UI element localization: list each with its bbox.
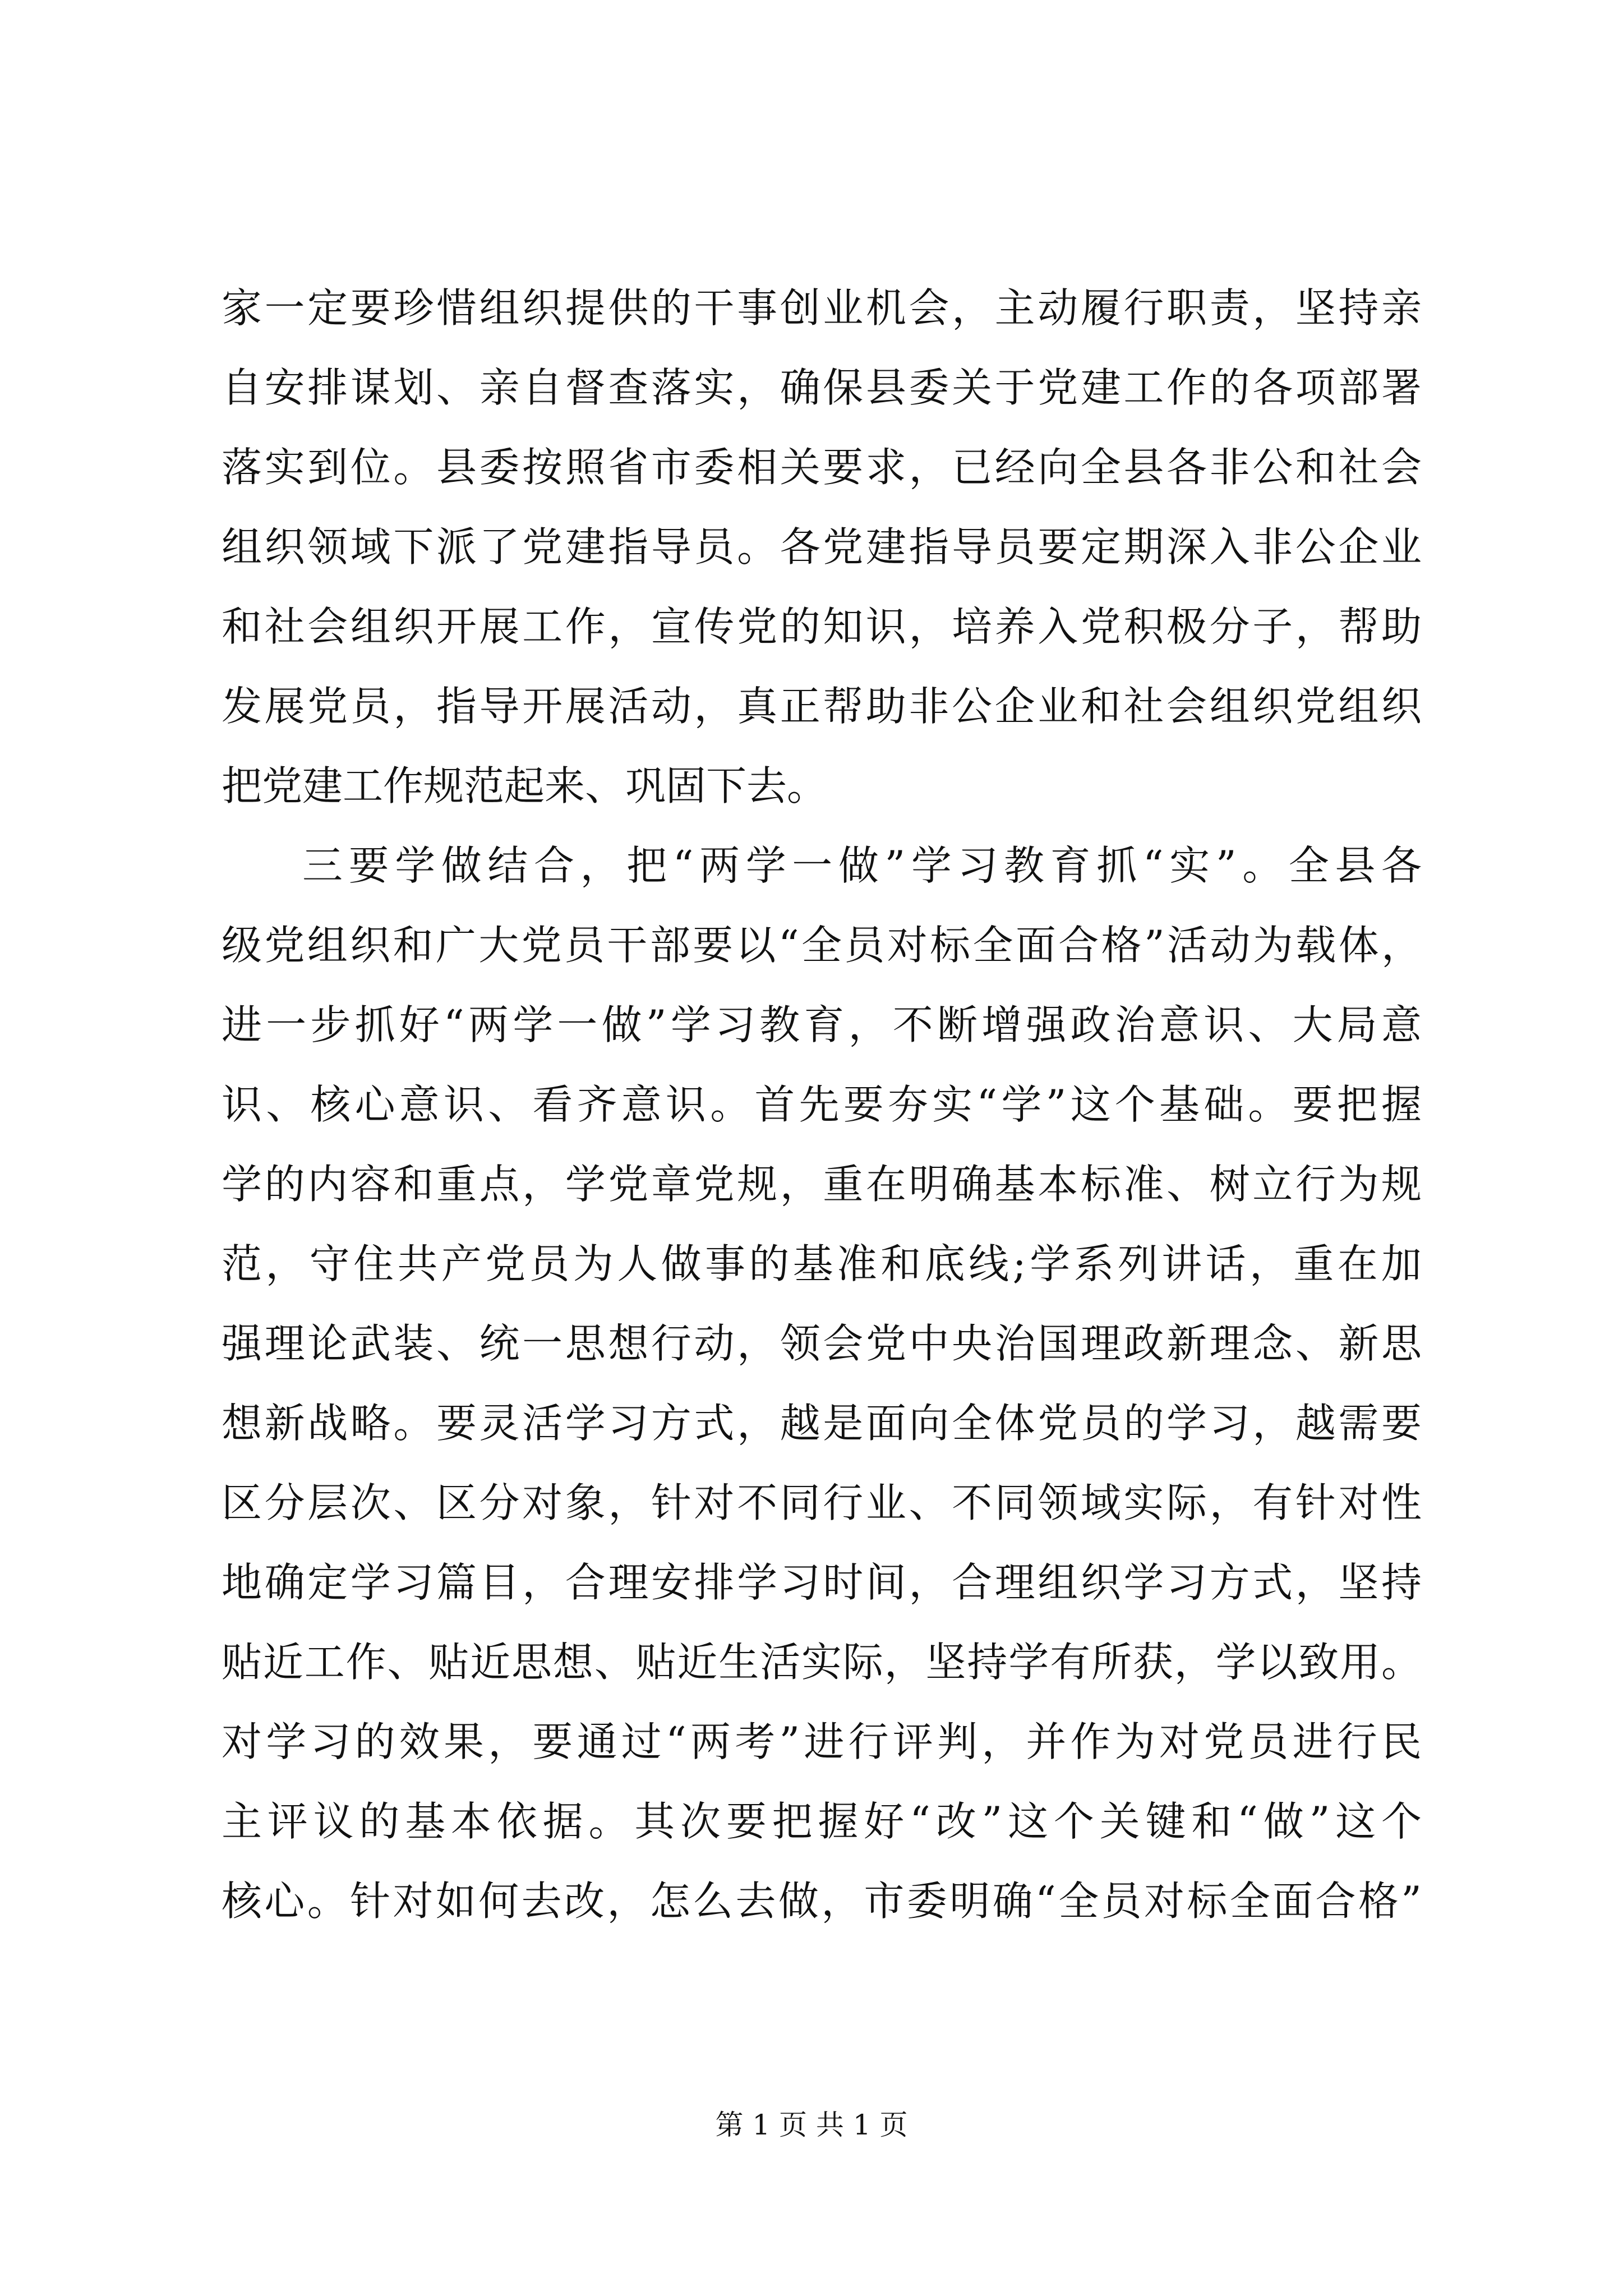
paragraph-2-line-11: 贴近工作、贴近思想、贴近生活实际，坚持学有所获，学以致用。 (222, 1639, 1422, 1686)
paragraph-1-line-5: 和社会组织开展工作，宣传党的知识，培养入党积极分子，帮助 (222, 603, 1422, 650)
paragraph-2-line-10: 地确定学习篇目，合理安排学习时间，合理组织学习方式，坚持 (222, 1559, 1422, 1606)
paragraph-2-line-9: 区分层次、区分对象，针对不同行业、不同领域实际，有针对性 (222, 1479, 1422, 1526)
paragraph-2-line-3: 进一步抓好“两学一做”学习教育，不断增强政治意识、大局意 (222, 1001, 1422, 1048)
page-footer (0, 2102, 1623, 2143)
paragraph-2-line-13: 主评议的基本依据。其次要把握好“改”这个关键和“做”这个 (222, 1798, 1422, 1845)
paragraph-1-line-1: 家一定要珍惜组织提供的干事创业机会，主动履行职责，坚持亲 (222, 284, 1422, 332)
body-text (222, 268, 1422, 1941)
paragraph-2-line-6: 范，守住共产党员为人做事的基准和底线;学系列讲话，重在加 (222, 1240, 1422, 1287)
paragraph-1-line-7: 把党建工作规范起来、巩固下去。 (222, 762, 828, 809)
paragraph-2-line-12: 对学习的效果，要通过“两考”进行评判，并作为对党员进行民 (222, 1718, 1422, 1765)
paragraph-1-line-2: 自安排谋划、亲自督查落实，确保县委关于党建工作的各项部署 (222, 364, 1422, 411)
paragraph-2-line-8: 想新战略。要灵活学习方式，越是面向全体党员的学习，越需要 (222, 1400, 1422, 1447)
paragraph-2-line-14: 核心。针对如何去改，怎么去做，市委明确“全员对标全面合格” (222, 1878, 1422, 1925)
page-number-label: 第 1 页 共 1 页 (715, 2109, 908, 2141)
paragraph-2-line-7: 强理论武装、统一思想行动，领会党中央治国理政新理念、新思 (222, 1320, 1422, 1367)
paragraph-2-line-2: 级党组织和广大党员干部要以“全员对标全面合格”活动为载体， (222, 922, 1422, 969)
paragraph-2-line-1: 三要学做结合，把“两学一做”学习教育抓“实”。全县各 (302, 842, 1422, 889)
paragraph-1-line-3: 落实到位。县委按照省市委相关要求，已经向全县各非公和社会 (222, 444, 1422, 491)
paragraph-2-line-4: 识、核心意识、看齐意识。首先要夯实“学”这个基础。要把握 (222, 1081, 1422, 1128)
paragraph-1-line-4: 组织领域下派了党建指导员。各党建指导员要定期深入非公企业 (222, 523, 1422, 570)
paragraph-1-line-6: 发展党员，指导开展活动，真正帮助非公企业和社会组织党组织 (222, 683, 1422, 730)
paragraph-2-line-5: 学的内容和重点，学党章党规，重在明确基本标准、树立行为规 (222, 1161, 1422, 1208)
